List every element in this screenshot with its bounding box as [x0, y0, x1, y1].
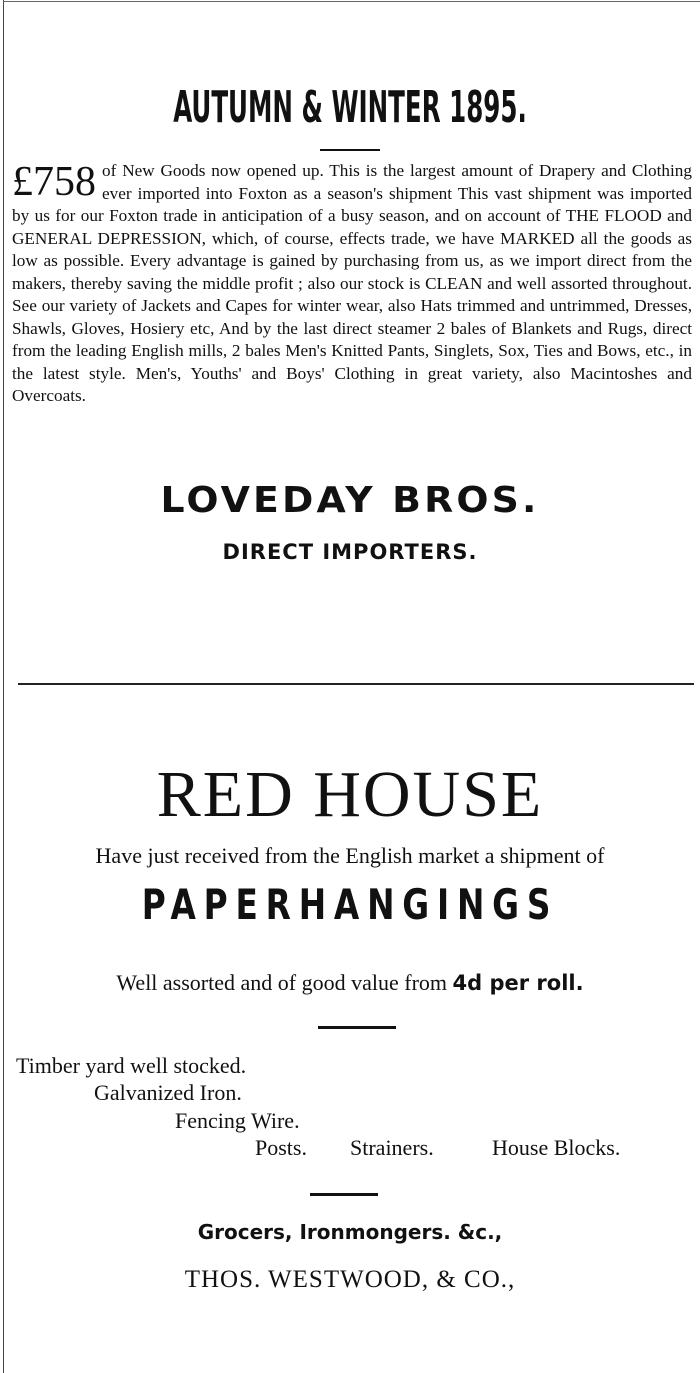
ad2-value-line	[0, 970, 700, 996]
ad1-amount: £758	[12, 159, 96, 205]
ad2-intro: Have just received from the English market a shipment of	[95, 843, 605, 868]
left-border	[3, 0, 4, 1373]
ad1-body	[12, 160, 692, 408]
ad1-body-text: of New Goods now opened up. This is the largest amount of Drapery and Clothing ever imported into Foxton as a season's shipment This vast shipment was imported by us for our Foxton trade in anticipation of a busy season, and on account of THE FLOOD and GENERAL DEPRESSION, which, of course, effects trade, we have MARKED all the goods as low as possible. Every advantage is gained by purchasing from us, as we import direct from the makers, thereby saving the middle profit ; also our stock is CLEAN and well assorted throughout. See our variety of Jackets and Capes for winter wear, also Hats trimmed and untrimmed, Dresses, Shawls, Gloves, Hosiery etc, And by the last direct steamer 2 bales of Blankets and Rugs, direct from the leading English mills, 2 bales Men's Knitted Pants, Singlets, Sox, Ties and Bows, etc., in the latest style. Men's, Youths' and Boys' Clothing in great variety, also Macintoshes and Overcoats.	[12, 161, 692, 405]
stock-line-house-blocks: House Blocks.	[492, 1135, 621, 1160]
ad2-trades: Grocers, Ironmongers. &c.,	[197, 1220, 503, 1244]
ad2-firm: THOS. WESTWOOD, & CO.,	[184, 1266, 516, 1293]
ad1-subbrand: DIRECT IMPORTERS.	[222, 540, 478, 564]
ad2-rule-1	[318, 1026, 396, 1029]
stock-line-wire: Fencing Wire.	[175, 1108, 300, 1133]
stock-line-posts: Posts.	[255, 1135, 307, 1160]
ad2-rule-2	[310, 1193, 378, 1196]
ad1-headline: AUTUMN & WINTER 1895.	[173, 82, 527, 133]
stock-line-timber: Timber yard well stocked.	[16, 1053, 247, 1078]
top-border	[3, 1, 700, 2]
ad1-brand: LOVEDAY BROS.	[160, 480, 540, 521]
stock-line-iron: Galvanized Iron.	[94, 1080, 242, 1105]
ad2-headline: RED HOUSE	[156, 758, 544, 831]
ad1-rule	[320, 149, 380, 151]
ad-divider	[18, 683, 694, 685]
ad2-price: 4d per roll.	[452, 971, 584, 995]
stock-line-strainers: Strainers.	[350, 1135, 434, 1160]
ad2-product: PAPERHANGINGS	[141, 880, 559, 929]
ad2-value-text: Well assorted and of good value from	[116, 970, 448, 995]
